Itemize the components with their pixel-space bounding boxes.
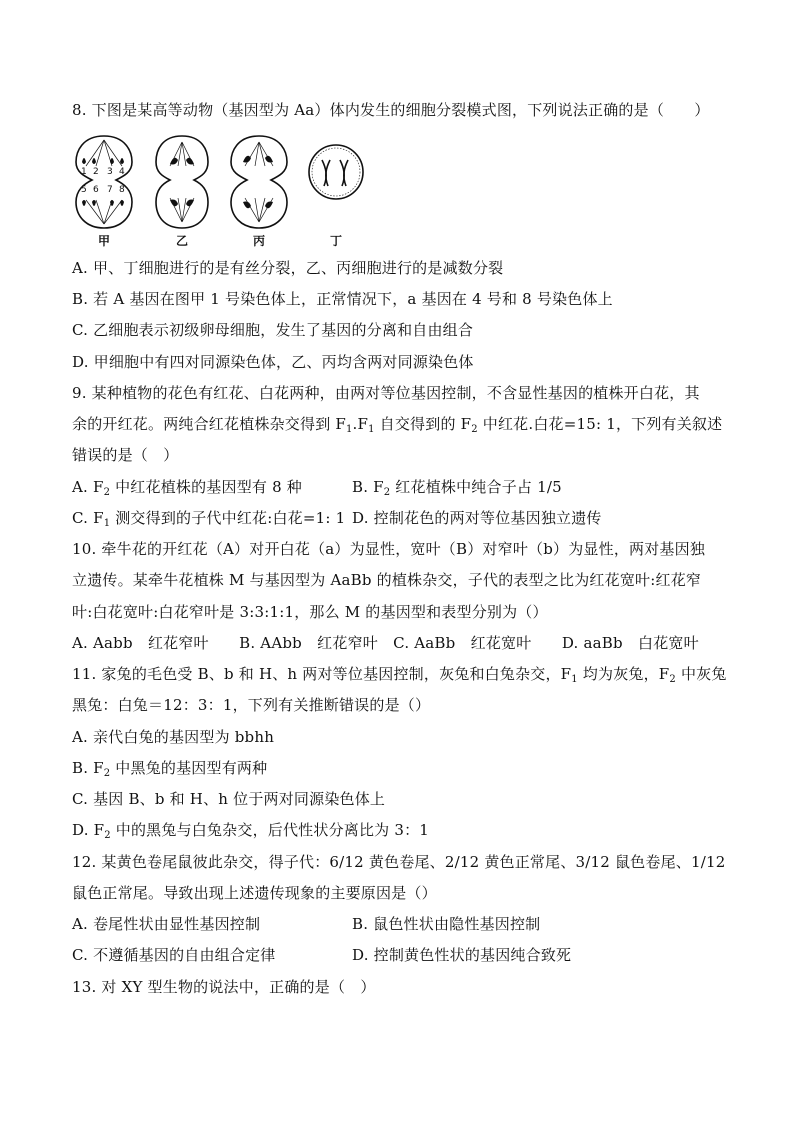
q12-option-d: D. 控制黄色性状的基因纯合致死 [352,946,572,964]
q8-option-d: D. 甲细胞中有四对同源染色体，乙、丙均含两对同源染色体 [72,353,474,371]
q8-stem: 8. 下图是某高等动物（基因型为 Aa）体内发生的细胞分裂模式图，下列说法正确的是（ ） [72,101,710,119]
q9-option-a: A. $F_2$ 中红花植株的基因型有 8 种 [72,478,302,498]
cell-yi-diagram [150,132,214,232]
q9-option-b: B. $F_2$ 红花植株中纯合子占 1/5 [352,478,562,498]
chromosome-number: 7 [107,185,113,195]
q8-option-b: B. 若 A 基因在图甲 1 号染色体上，正常情况下，a 基因在 4 号和 8 号染色体上 [72,290,613,308]
q11-option-b: B. $F_2$ 中黑兔的基因型有两种 [72,759,268,779]
q12-stem-line2: 鼠色正常尾。导致出现上述遗传现象的主要原因是（） [72,884,437,902]
cell-division-figure [72,132,372,250]
q8-option-c: C. 乙细胞表示初级卵母细胞，发生了基因的分离和自由组合 [72,321,474,339]
chromosome-number: 2 [93,167,99,177]
cell-label-yi: 乙 [175,234,188,248]
q9-option-c: C. $F_1$ 测交得到的子代中红花:白花=1: 1 [72,509,346,529]
chromosome-number: 5 [81,185,87,195]
cell-label-jia: 甲 [97,234,110,248]
q10-options: A. Aabb 红花窄叶 B. AAbb 红花窄叶 C. AaBb 红花宽叶 D. aaBb 白花宽叶 [72,634,699,652]
q12-stem-line1: 12. 某黄色卷尾鼠彼此杂交，得子代：6/12 黄色卷尾、2/12 黄色正常尾、3/12 鼠色卷尾、1/12 [72,853,726,871]
q9-stem-line1: 9. 某种植物的花色有红花、白花两种，由两对等位基因控制，不含显性基因的植株开白花，其 [72,384,700,402]
q11-option-d: D. $F_2$ 中的黑兔与白兔杂交，后代性状分离比为 3：1 [72,821,430,841]
q8-option-a: A. 甲、丁细胞进行的是有丝分裂，乙、丙细胞进行的是减数分裂 [72,259,504,277]
q11-stem-line2: 黑兔：白兔＝12：3：1，下列有关推断错误的是（） [72,696,431,714]
q11-option-a: A. 亲代白兔的基因型为 bbhh [72,728,275,746]
q10-stem-line3: 叶:白花宽叶:白花窄叶是 3:3:1:1，那么 M 的基因型和表型分别为（） [72,603,548,621]
chromosome-number: 1 [81,167,87,177]
q10-stem-line1: 10. 牵牛花的开红花（A）对开白花（a）为显性，宽叶（B）对窄叶（b）为显性，两对基因独 [72,540,706,558]
q11-option-c: C. 基因 B、b 和 H、h 位于两对同源染色体上 [72,790,386,808]
cell-bing-diagram [227,132,291,232]
q9-option-d: D. 控制花色的两对等位基因独立遗传 [352,509,602,527]
cell-ding-diagram [304,132,368,232]
cell-label-ding: 丁 [329,234,342,248]
q12-option-a: A. 卷尾性状由显性基因控制 [72,915,261,933]
q9-stem-line3: 错误的是（ ） [72,446,179,464]
q12-option-b: B. 鼠色性状由隐性基因控制 [352,915,541,933]
chromosome-number: 4 [119,167,125,177]
q10-stem-line2: 立遗传。某牵牛花植株 M 与基因型为 AaBb 的植株杂交，子代的表型之比为红花宽叶:红花窄 [72,571,702,589]
q9-stem-line2: 余的开红花。两纯合红花植株杂交得到 $F_1.F_1$ 自交得到的 $F_2$ 中红花.白花=15: 1，下列有关叙述 [72,415,723,435]
q13-stem: 13. 对 XY 型生物的说法中，正确的是（ ） [72,978,376,996]
q11-stem-line1: 11. 家兔的毛色受 B、b 和 H、h 两对等位基因控制，灰兔和白兔杂交，$F_1$ 均为灰兔，$F_2$ 中灰兔 [72,665,727,685]
q12-option-c: C. 不遵循基因的自由组合定律 [72,946,276,964]
cell-label-bing: 丙 [252,234,265,248]
chromosome-number: 3 [107,167,113,177]
chromosome-number: 6 [93,185,99,195]
chromosome-number: 8 [119,185,125,195]
cell-jia-diagram [72,132,136,232]
